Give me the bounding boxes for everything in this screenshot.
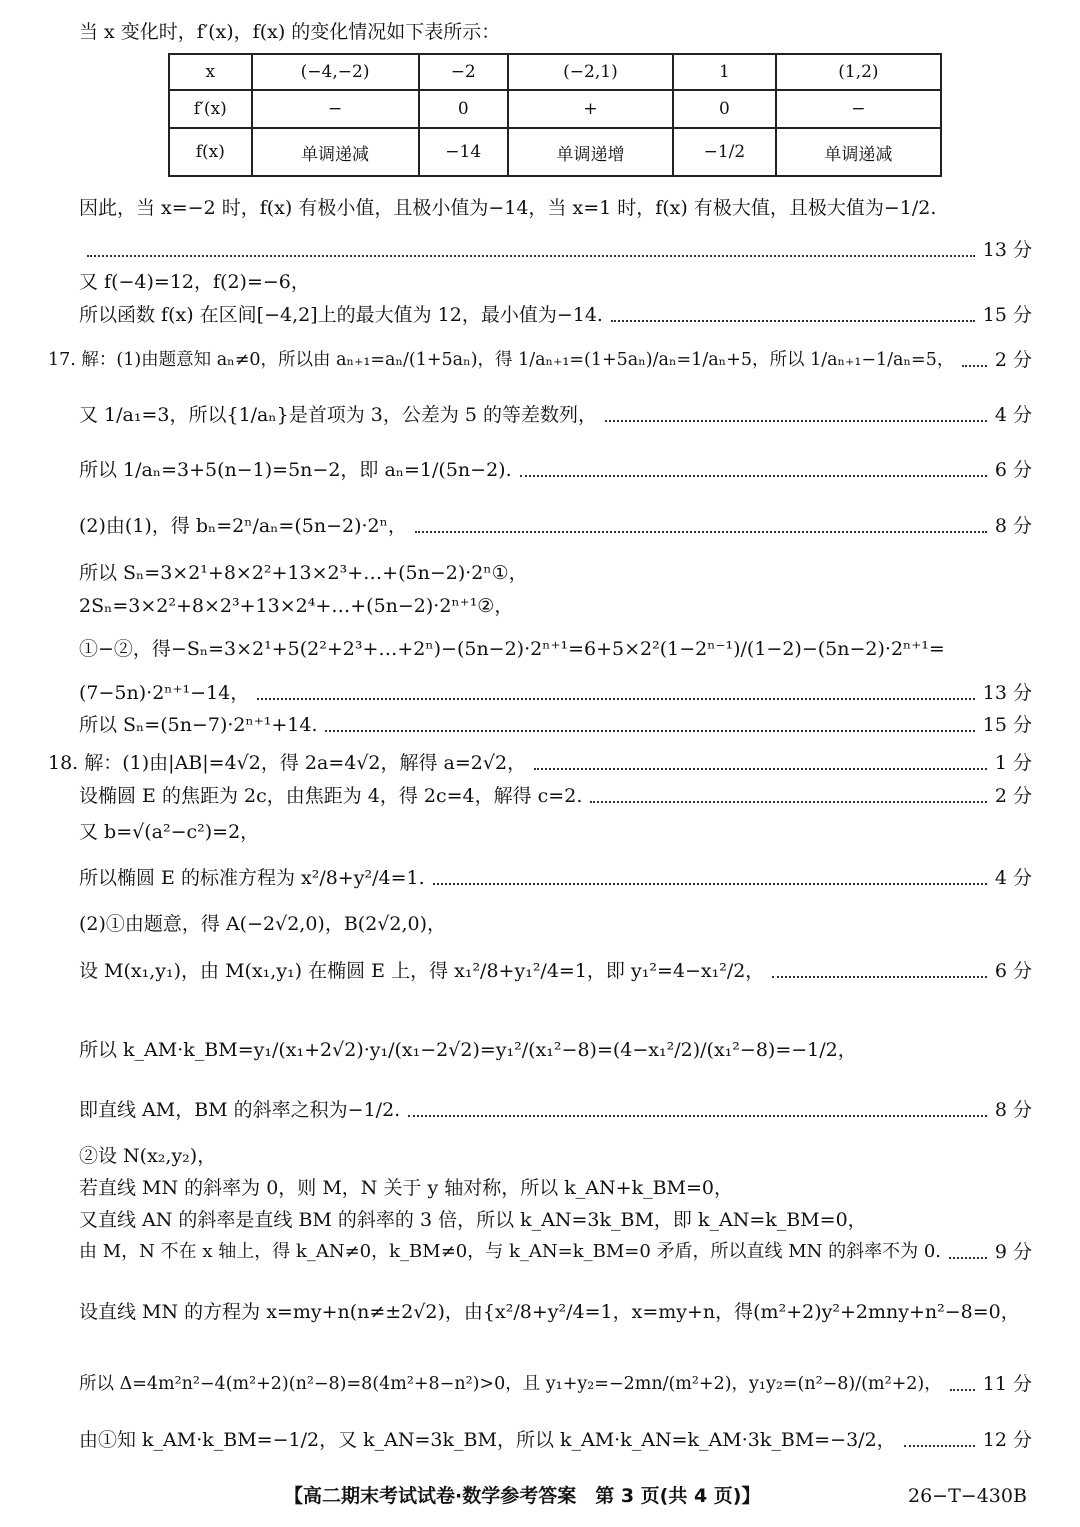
footer-title: 【高二期末考试试卷·数学参考答案 第 3 页(共 4 页)】 (284, 1485, 761, 1507)
solution-line (79, 637, 1032, 661)
solution-line (79, 458, 1032, 482)
line-text: 所以 1/aₙ=3+5(n−1)=5n−2，即 aₙ=1/(5n−2). (79, 459, 512, 481)
table-cell: f′(x) (169, 90, 252, 128)
dot-leader (904, 1445, 975, 1447)
line-text: 所以 Δ=4m²n²−4(m²+2)(n²−8)=8(4m²+8−n²)>0，且 y₁+y₂=−2mn/(m²+2)，y₁y₂=(n²−8)/(m²+2)， (79, 1374, 942, 1394)
solution-line (79, 1176, 1032, 1200)
score-line (79, 238, 1032, 262)
dot-leader (611, 320, 975, 322)
line-text: (2)①由题意，得 A(−2√2,0)，B(2√2,0)， (79, 913, 447, 935)
dot-leader (590, 801, 987, 803)
solution-line (79, 1038, 1032, 1062)
solution-line (79, 196, 1032, 220)
table-cell: 单调递增 (508, 128, 673, 176)
score-mark: 13 分 (982, 682, 1032, 704)
score-mark: 13 分 (982, 239, 1032, 261)
score-mark: 8 分 (994, 515, 1032, 537)
line-text: 所以椭圆 E 的标准方程为 x²/8+y²/4=1. (79, 867, 425, 889)
solution-line (79, 784, 1032, 808)
solution-line (79, 514, 1032, 538)
score-mark: 4 分 (994, 404, 1032, 426)
solution-line (48, 348, 1032, 372)
solution-line (79, 594, 1032, 618)
solution-line (79, 303, 1032, 327)
line-text: ②设 N(x₂,y₂)， (79, 1145, 217, 1167)
table-cell: (−4,−2) (252, 54, 419, 90)
line-text: 又 1/a₁=3，所以{1/aₙ}是首项为 3，公差为 5 的等差数列， (79, 404, 597, 426)
solution-line (79, 959, 1032, 983)
line-text: (2)由(1)，得 bₙ=2ⁿ/aₙ=(5n−2)·2ⁿ， (79, 515, 407, 537)
line-text: 又直线 AN 的斜率是直线 BM 的斜率的 3 倍，所以 k_AN=3k_BM，即 k_AN=k_BM=0， (79, 1209, 867, 1231)
dot-leader (534, 768, 987, 770)
table-cell: 0 (419, 90, 508, 128)
table-cell: f(x) (169, 128, 252, 176)
dot-leader (87, 255, 975, 257)
table-cell: − (252, 90, 419, 128)
line-text: 2Sₙ=3×2²+8×2³+13×2⁴+…+(5n−2)·2ⁿ⁺¹②， (79, 595, 514, 617)
line-text: 设 M(x₁,y₁)，由 M(x₁,y₁) 在椭圆 E 上，得 x₁²/8+y₁²/4=1，即 y₁²=4−x₁²/2， (79, 960, 765, 982)
solution-line (79, 403, 1032, 427)
line-text: (7−5n)·2ⁿ⁺¹−14， (79, 682, 250, 704)
score-mark: 11 分 (982, 1373, 1032, 1395)
dot-leader (950, 1389, 975, 1391)
line-text: 所以 Sₙ=3×2¹+8×2²+13×2³+…+(5n−2)·2ⁿ①， (79, 562, 528, 584)
score-mark: 1 分 (994, 752, 1032, 774)
line-text: 由①知 k_AM·k_BM=−1/2，又 k_AN=3k_BM，所以 k_AM·k_AN=k_AM·3k_BM=−3/2， (79, 1429, 896, 1451)
table-cell: 0 (673, 90, 776, 128)
solution-line (79, 866, 1032, 890)
intro-text: 当 x 变化时，f′(x)，f(x) 的变化情况如下表所示： (79, 21, 501, 43)
score-mark: 6 分 (994, 459, 1032, 481)
line-text: 17. 解：(1)由题意知 aₙ≠0，所以由 aₙ₊₁=aₙ/(1+5aₙ)，得 1/aₙ₊₁=(1+5aₙ)/aₙ=1/aₙ+5，所以 1/aₙ₊₁−1/aₙ=5， (48, 350, 955, 370)
solution-line (79, 1098, 1032, 1122)
solution-line (79, 1144, 1032, 1168)
score-mark: 6 分 (994, 960, 1032, 982)
score-mark: 15 分 (982, 714, 1032, 736)
footer-code: 26−T−430B (908, 1485, 1027, 1507)
solution-line (48, 751, 1032, 775)
table-cell: (−2,1) (508, 54, 673, 90)
solution-line (79, 561, 1032, 585)
solution-line (79, 1240, 1032, 1264)
solution-line (79, 1300, 1032, 1324)
score-mark: 12 分 (982, 1429, 1032, 1451)
line-text: ①−②，得−Sₙ=3×2¹+5(2²+2³+…+2ⁿ)−(5n−2)·2ⁿ⁺¹=6+5×2²(1−2ⁿ⁻¹)/(1−2)−(5n−2)·2ⁿ⁺¹= (79, 638, 945, 660)
dot-leader (408, 1115, 987, 1117)
table-cell: 1 (673, 54, 776, 90)
solution-line (79, 1372, 1032, 1396)
line-text: 所以函数 f(x) 在区间[−4,2]上的最大值为 12，最小值为−14. (79, 304, 603, 326)
table-cell: −14 (419, 128, 508, 176)
table-cell: −2 (419, 54, 508, 90)
table-row (169, 54, 941, 90)
table-cell: x (169, 54, 252, 90)
dot-leader (325, 730, 974, 732)
solution-line (79, 1428, 1032, 1452)
table-cell: (1,2) (776, 54, 941, 90)
score-mark: 2 分 (994, 349, 1032, 371)
line-text: 即直线 AM，BM 的斜率之积为−1/2. (79, 1099, 401, 1121)
line-text: 18. 解：(1)由|AB|=4√2，得 2a=4√2，解得 a=2√2， (48, 752, 527, 774)
dot-leader (772, 976, 987, 978)
solution-line (79, 270, 1032, 294)
table-cell: 单调递减 (776, 128, 941, 176)
dot-leader (433, 883, 987, 885)
dot-leader (605, 420, 987, 422)
solution-line (79, 912, 1032, 936)
solution-line (79, 1208, 1032, 1232)
dot-leader (949, 1257, 987, 1259)
line-text: 所以 k_AM·k_BM=y₁/(x₁+2√2)·y₁/(x₁−2√2)=y₁²/(x₁²−8)=(4−x₁²/2)/(x₁²−8)=−1/2， (79, 1039, 857, 1061)
dot-leader (257, 698, 975, 700)
solution-line (79, 820, 1032, 844)
dot-leader (520, 475, 987, 477)
score-mark: 4 分 (994, 867, 1032, 889)
dot-leader (962, 365, 987, 367)
line-text: 若直线 MN 的斜率为 0，则 M，N 关于 y 轴对称，所以 k_AN+k_BM=0， (79, 1177, 734, 1199)
score-mark: 15 分 (982, 304, 1032, 326)
variation-table (168, 53, 942, 177)
table-cell: 单调递减 (252, 128, 419, 176)
line-text: 又 b=√(a²−c²)=2， (79, 821, 260, 843)
solution-line (79, 713, 1032, 737)
table-row (169, 90, 941, 128)
table-row (169, 128, 941, 176)
line-text: 又 f(−4)=12，f(2)=−6， (79, 271, 310, 293)
table-cell: + (508, 90, 673, 128)
line-text: 由 M，N 不在 x 轴上，得 k_AN≠0，k_BM≠0，与 k_AN=k_BM=0 矛盾，所以直线 MN 的斜率不为 0. (79, 1241, 942, 1262)
solution-line (79, 681, 1032, 705)
line-text: 所以 Sₙ=(5n−7)·2ⁿ⁺¹+14. (79, 714, 318, 736)
score-mark: 8 分 (994, 1099, 1032, 1121)
score-mark: 9 分 (994, 1241, 1032, 1263)
table-cell: −1/2 (673, 128, 776, 176)
line-text: 设椭圆 E 的焦距为 2c，由焦距为 4，得 2c=4，解得 c=2. (79, 785, 583, 807)
score-mark: 2 分 (994, 785, 1032, 807)
table-cell: − (776, 90, 941, 128)
line-text: 设直线 MN 的方程为 x=my+n(n≠±2√2)，由{x²/8+y²/4=1，x=my+n，得(m²+2)y²+2mny+n²−8=0， (79, 1301, 1020, 1323)
line-text: 因此，当 x=−2 时，f(x) 有极小值，且极小值为−14，当 x=1 时，f(x) 有极大值，且极大值为−1/2. (79, 197, 937, 219)
dot-leader (415, 531, 987, 533)
